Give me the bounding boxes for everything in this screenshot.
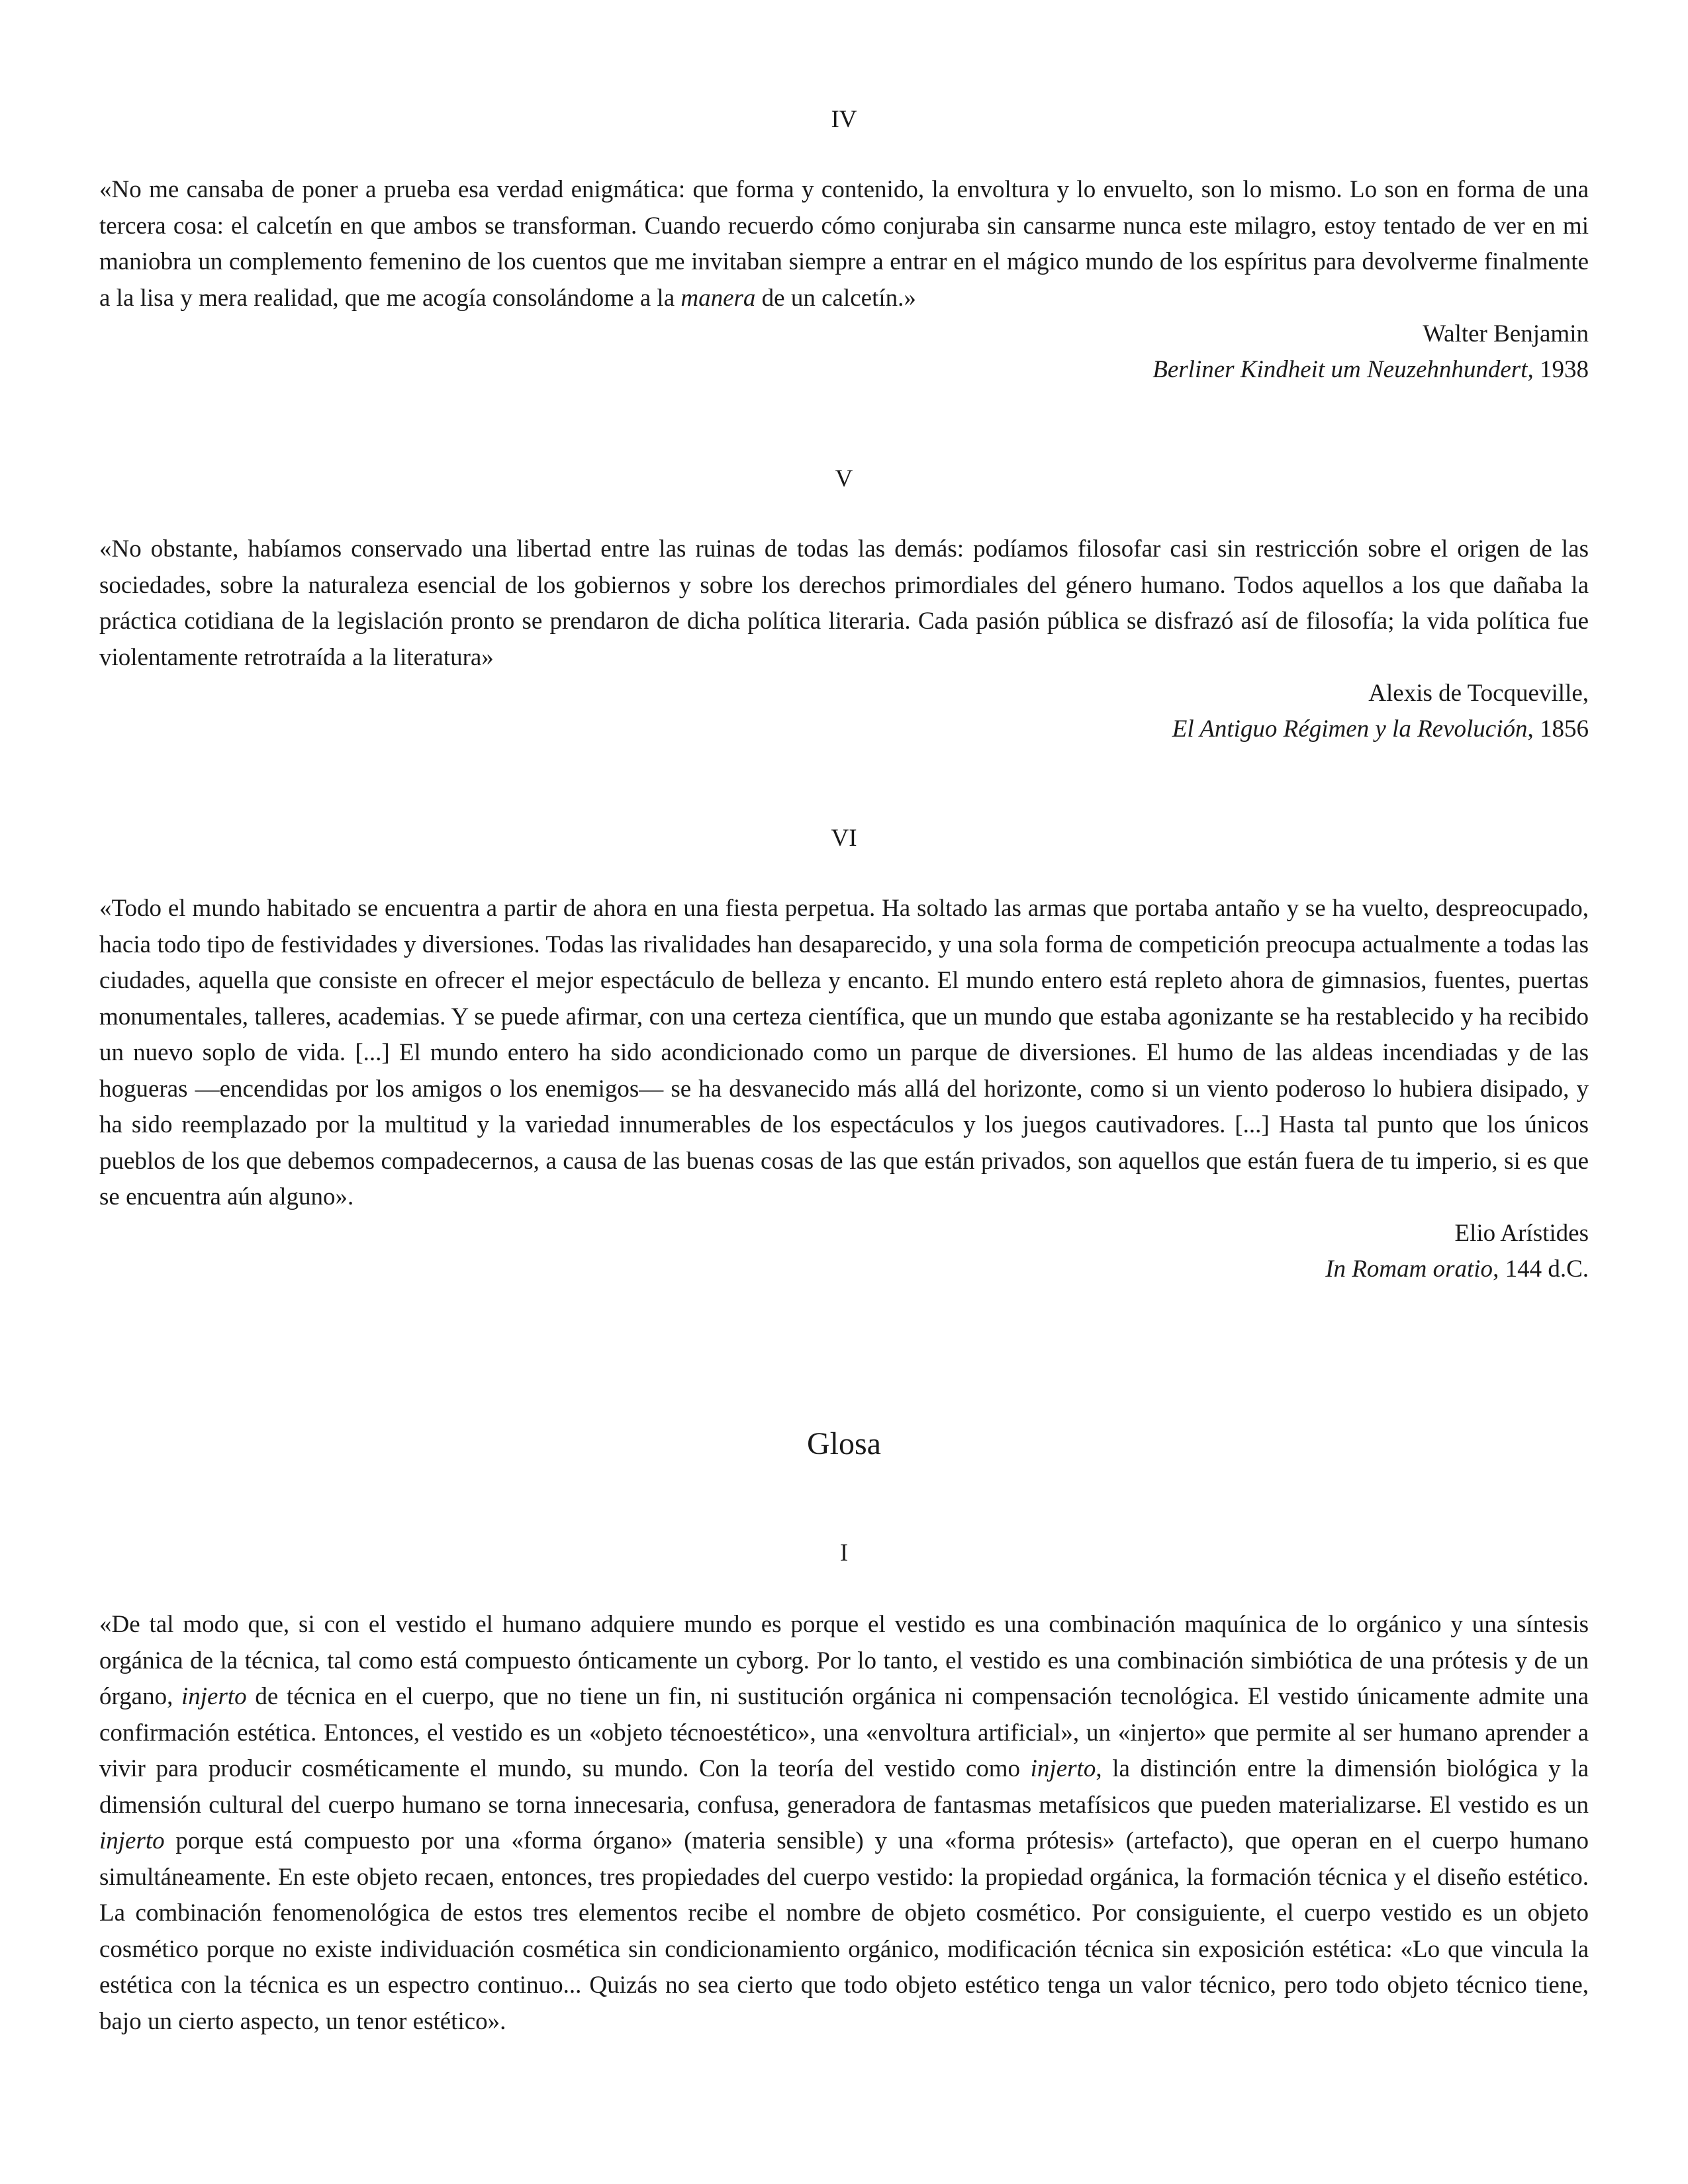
quote-benjamin-text-a: «No me cansaba de poner a prueba esa verdad enigmática: que forma y contenido, la envoltura y lo envuelto, son lo mismo. Lo son en forma de una tercera cosa: el calcetín en que ambos se transforman. Cuando recuerdo cómo conjuraba sin cansarme nunca este milagro, estoy tentado de ver en mi maniobra un complemento femenino de los cuentos que me invitaban siempre a entrar en el mágico mundo de los espíritus para devolverme finalmente a la lisa y mera realidad, que me acogía consolándome a la xyxy=(99,176,1589,312)
work-year-tocqueville: , 1856 xyxy=(1527,715,1589,743)
work-title-tocqueville: El Antiguo Régimen y la Revolución xyxy=(1172,715,1528,743)
glosa-emphasis-2: injerto xyxy=(1030,1755,1096,1782)
glosa-text-2: de técnica en el cuerpo, que no tiene un fin, ni sustitución orgánica ni compensación tecnológica. El vestido únicamente admite una confirmación estética. Entonces, el vestido es un «objeto técnoestético», una «envoltura artificial», un «injerto» que permite al ser humano aprender a vivir para producir cosméticamente el mundo, su mundo. Con la teoría del vestido como xyxy=(99,1683,1589,1782)
work-year-aristides: , 144 d.C. xyxy=(1493,1255,1589,1283)
quote-benjamin xyxy=(99,172,1589,316)
quote-aristides: «Todo el mundo habitado se encuentra a partir de ahora en una fiesta perpetua. Ha soltado las armas que portaba antaño y se ha vuelto, despreocupado, hacia todo tipo de festividades y diversiones. Todas las rivalidades han desaparecido, y una sola forma de competición preocupa actualmente a todas las ciudades, aquella que consiste en ofrecer el mejor espectáculo de belleza y encanto. El mundo entero está repleto ahora de gimnasios, fuentes, puertas monumentales, talleres, academias. Y se puede afirmar, con una certeza científica, que un mundo que estaba agonizante se ha restablecido y ha recibido un nuevo soplo de vida. [...] El mundo entero ha sido acondicionado como un parque de diversiones. El humo de las aldeas incendiadas y de las hogueras —encendidas por los amigos o los enemigos— se ha desvanecido más allá del horizonte, como si un viento poderoso lo hubiera disipado, y ha sido reemplazado por la multitud y la variedad innumerables de los espectáculos y los juegos cautivadores. [...] Hasta tal punto que los únicos pueblos de los que debemos compadecernos, a causa de las buenas cosas de las que están privados, son aquellos que están fuera de tu imperio, si es que se encuentra aún alguno». xyxy=(99,895,1589,1210)
glosa-text-3: , la distinción entre la dimensión biológica y la dimensión cultural del cuerpo humano se torna innecesaria, confusa, generadora de fantasmas metafísicos que pueden materializarse. El vestido es un xyxy=(99,1755,1589,1819)
attribution-author-benjamin: Walter Benjamin xyxy=(1423,320,1589,347)
glosa-emphasis-3: injerto xyxy=(99,1827,165,1854)
section-numeral-iv: IV xyxy=(831,106,857,133)
work-year-benjamin: 1938 xyxy=(1533,356,1589,383)
work-title-benjamin: Berliner Kindheit um Neuzehnhundert, xyxy=(1152,356,1534,383)
attribution-author-aristides: Elio Arístides xyxy=(1454,1220,1589,1247)
attribution-author-tocqueville: Alexis de Tocqueville, xyxy=(1368,680,1589,707)
glosa-heading: Glosa xyxy=(807,1426,881,1461)
glosa-emphasis-1: injerto xyxy=(181,1683,247,1710)
section-numeral-v: V xyxy=(835,465,853,492)
glosa-text-1: «De tal modo que, si con el vestido el humano adquiere mundo es porque el vestido es una combinación maquínica de lo orgánico y una síntesis orgánica de la técnica, tal como está compuesto ónticamente un cyborg. Por lo tanto, el vestido es una combinación simbiótica de una prótesis y de un órgano, xyxy=(99,1611,1589,1710)
quote-tocqueville: «No obstante, habíamos conservado una libertad entre las ruinas de todas las demás: podíamos filosofar casi sin restricción sobre el origen de las sociedades, sobre la naturaleza esencial de los gobiernos y sobre los derechos primordiales del género humano. Todos aquellos a los que dañaba la práctica cotidiana de la legislación pronto se prendaron de dicha política literaria. Cada pasión pública se disfrazó así de filosofía; la vida política fue violentamente retrotraída a la literatura» xyxy=(99,535,1589,671)
attribution-work-aristides xyxy=(99,1251,1589,1288)
glosa-text-4: porque está compuesto por una «forma órgano» (materia sensible) y una «forma prótesis» (artefacto), que operan en el cuerpo humano simultáneamente. En este objeto recaen, entonces, tres propiedades del cuerpo vestido: la propiedad orgánica, la formación técnica y el diseño estético. La combinación fenomenológica de estos tres elementos recibe el nombre de objeto cosmético. Por consiguiente, el cuerpo vestido es un objeto cosmético porque no existe individuación cosmética sin condicionamiento orgánico, modificación técnica sin exposición estética: «Lo que vincula la estética con la técnica es un espectro continuo... Quizás no sea cierto que todo objeto estético tenga un valor técnico, pero todo objeto técnico tiene, bajo un cierto aspecto, un tenor estético». xyxy=(99,1827,1589,2035)
attribution-work-tocqueville xyxy=(99,711,1589,748)
quote-benjamin-emphasis: manera xyxy=(680,284,756,312)
glosa-section-numeral-i: I xyxy=(839,1539,849,1567)
glosa-paragraph xyxy=(99,1607,1589,2040)
attribution-work-benjamin xyxy=(99,352,1589,388)
quote-benjamin-text-b: de un calcetín.» xyxy=(755,284,916,312)
work-title-aristides: In Romam oratio xyxy=(1325,1255,1493,1283)
section-numeral-vi: VI xyxy=(831,825,857,852)
